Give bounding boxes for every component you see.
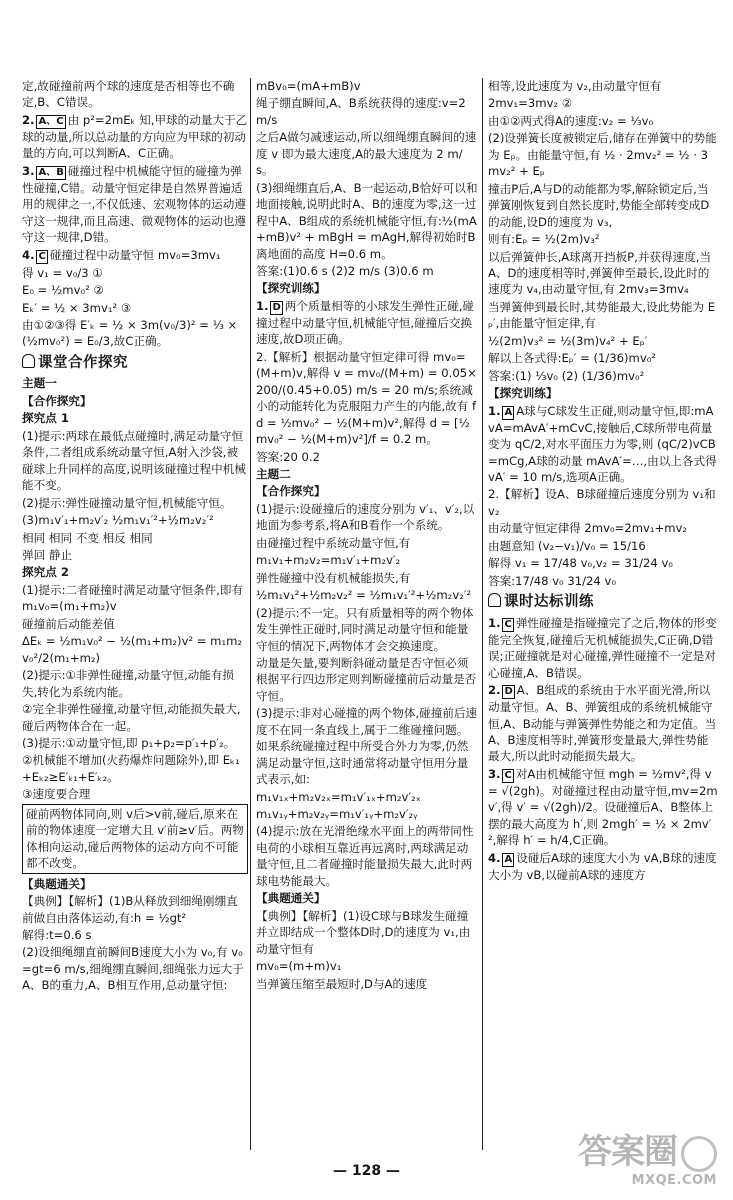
- text-line: 以后弹簧伸长,A球离开挡板P,并获得速度,当A、D的速度相等时,弹簧伸至最长,设此时的速度为 v₄,由动量守恒,有 2mv₃=3mv₄: [488, 249, 712, 297]
- text-line: (3)提示:①动量守恒,即 p₁+p₂=p′₁+p′₂。: [22, 735, 236, 750]
- column-divider: [482, 78, 483, 1150]
- text-line: 解得 v₁ = 17/48 v₀,v₂ = 31/24 v₀: [488, 556, 673, 571]
- text-line: 【典例】【解析】(1)B从释放到细绳刚绷直前做自由落体运动,有:h = ½gt²: [22, 894, 238, 925]
- text-line: ②完全非弹性碰撞,动量守恒,动能损失最大,碰后两物体合在一起。: [22, 702, 241, 733]
- watermark-logo-icon: [681, 1136, 717, 1172]
- answer-item: [488, 682, 718, 765]
- answer-choice-box: C: [504, 618, 512, 630]
- section-heading: [488, 592, 718, 613]
- answer-choice-box: A: [504, 406, 513, 418]
- text-line: (2)提示:不一定。只有质量相等的两个物体发生弹性正碰时,同时满足动量守恒和能量守恒的情况下,两物体才会交换速度。: [256, 605, 474, 653]
- text-line: m₁v₁ₓ+m₂v₂ₓ=m₁v′₁ₓ+m₂v′₂ₓ: [256, 789, 421, 804]
- text-line: 得 v₁ = v₀/3 ①: [22, 265, 103, 280]
- text-line: 定,故碰撞前两个球的速度是否相等也不确定,B、C错误。: [22, 79, 235, 110]
- subheading: 【探究训练】: [488, 386, 558, 401]
- answer-explanation: 对A由机械能守恒 mgh = ½mv²,得 v = √(2gh)。对碰撞过程由动量守恒,mv=2mv′,得 v′ = √(2gh)/2。设碰撞后A、B整体上摆的最大高度为 h′,则 2mgh′ = ½ × 2mv′²,解得 h′ = h/4,C正确。: [488, 766, 718, 848]
- text-line: 2mv₁=3mv₂ ②: [488, 96, 573, 111]
- text-line: 绳子绷直瞬间,A、B系统获得的速度:v=2 m/s: [256, 96, 466, 127]
- page-number: — 128 —: [333, 1163, 400, 1179]
- text-line: ΔEₖ = ½m₁v₀² − ½(m₁+m₂)v² = m₁m₂v₀²/2(m₁+m₂): [22, 634, 243, 665]
- item-number: 1.: [488, 403, 501, 418]
- answer-explanation: 碰撞过程中动量守恒 mv₀=3mv₁: [49, 247, 221, 262]
- item-number: 2.: [488, 683, 501, 698]
- lightbulb-icon: [22, 354, 35, 368]
- text-line: (2)设细绳绷直前瞬间B速度大小为 v₀,有 v₀=gt=6 m/s,细绳绷直瞬间,细绳张力远大于A、B的重力,A、B相互作用,总动量守恒:: [22, 945, 244, 993]
- text-line: 由碰撞过程中系统动量守恒,有: [256, 535, 411, 550]
- right-column: [488, 78, 718, 1154]
- boxed-note: 碰前两物体同向,则 v后>v前,碰后,原来在前的物体速度一定增大且 v′前≥v′后。两物体相向运动,碰后两物体的运动方向不可能都不改变。: [22, 804, 248, 874]
- item-number: 4.: [22, 247, 35, 262]
- text-line: 之后A做匀减速运动,所以细绳绷直瞬间的速度 v 即为最大速度,A的最大速度为 2 m/s。: [256, 130, 477, 178]
- answer-item: [22, 163, 248, 246]
- lightbulb-icon: [488, 593, 501, 607]
- answer-choice-box: C: [504, 769, 512, 781]
- answer-explanation: A球与C球发生正碰,则动量守恒,即:mAvA=mAvA′+mCvC,接触后,C球所带电荷量变为 qC/2,对水平面压力为零,则 (qC/2)vCB=mCg,A球的动量 mAvA′=…,由以上各式得 vA′ = 10 m/s,选项A正确。: [488, 403, 717, 484]
- answer-explanation: 两个质量相等的小球发生弹性正碰,碰撞过程中动量守恒,机械能守恒,碰撞后交换速度,故D项正确。: [256, 298, 474, 347]
- text-line: ½(2m)v₃² = ½(3m)v₄² + Eₚ′: [488, 333, 648, 348]
- middle-column: [256, 78, 478, 1154]
- text-line: 答案:20 0.2: [256, 449, 320, 464]
- text-line: 解以上各式得:Eₚ′ = (1/36)mv₀²: [488, 351, 657, 366]
- answer-choice-box: C: [38, 250, 46, 262]
- answer-item: [488, 850, 718, 883]
- text-line: 2.【解析】根据动量守恒定律可得 mv₀=(M+m)v,解得 v = mv₀/(M+m) = 0.05×200/(0.45+0.05) m/s = 20 m/s;系统减小的动能转化为克服阻力产生的内能,故有 fd = ½mv₀² − ½(M+m)v²,解得 d = [½mv₀² − ½(M+m)v²]/f = 0.2 m。: [256, 349, 477, 447]
- text-line: ③速度要合理: [22, 787, 91, 802]
- column-divider: [250, 78, 251, 1150]
- text-line: 当弹簧伸到最长时,其势能最大,设此势能为 Eₚ′,由能量守恒定律,有: [488, 299, 716, 331]
- answer-item: [488, 766, 718, 849]
- text-line: (2)提示:弹性碰撞动量守恒,机械能守恒。: [22, 495, 232, 510]
- subheading: 【典题通关】: [256, 891, 326, 906]
- subheading: 【合作探究】: [256, 484, 326, 499]
- text-line: 则有:Eₚ = ½(2m)v₃²: [488, 232, 600, 247]
- item-number: 2.: [22, 112, 35, 127]
- text-line: 2.【解析】设A、B球碰撞后速度分别为 v₁和 v₂: [488, 487, 716, 518]
- subheading: 【典题通关】: [22, 876, 92, 891]
- text-line: (2)设弹簧长度被锁定后,储存在弹簧中的势能为 Eₚ。由能量守恒,有 ½ · 2mv₂² = ½ · 3mv₂² + Eₚ: [488, 131, 717, 179]
- answer-item: [22, 112, 248, 162]
- answer-choice-box: D: [504, 686, 513, 698]
- text-line: 答案:(1) ⅓v₀ (2) (1/36)mv₀²: [488, 368, 645, 383]
- subheading: 探究点 2: [22, 565, 69, 580]
- text-line: (3)细绳绷直后,A、B一起运动,B恰好可以和地面接触,说明此时A、B的速度为零,这一过程中A、B组成的系统机械能守恒,有:½(mA+mB)v² + mBgH = mAgH,解得初始时B离地面的高度 H=0.6 m。: [256, 180, 478, 261]
- text-line: 动量是矢量,要判断斜碰动量是否守恒必须根据平行四边形定则判断碰撞前后动量是否守恒。: [256, 655, 477, 703]
- left-column: [22, 78, 248, 1154]
- text-line: 由题意知 (v₂−v₁)/v₀ = 15/16: [488, 538, 646, 553]
- text-line: (4)提示:放在光滑绝缘水平面上的两带同性电荷的小球相互靠近再远离时,两球满足动量守恒,且二者碰撞时能量损失最大,此时两球电势能最大。: [256, 824, 474, 888]
- item-number: 3.: [488, 766, 501, 781]
- text-line: 答案:(1)0.6 s (2)2 m/s (3)0.6 m: [256, 263, 434, 278]
- answer-item: [22, 247, 248, 264]
- text-line: 弹回 静止: [22, 548, 73, 562]
- text-line: m₁v₁ᵧ+m₂v₂ᵧ=m₁v′₁ᵧ+m₂v′₂ᵧ: [256, 807, 418, 822]
- item-number: 1.: [488, 615, 501, 630]
- text-line: 答案:17/48 v₀ 31/24 v₀: [488, 573, 616, 588]
- text-line: mBv₀=(mA+mB)v: [256, 79, 361, 93]
- text-line: 撞击P后,A与D的动能都为零,解除锁定后,当弹簧刚恢复到自然长度时,势能全部转变成D的动能,设D的速度为 v₃,: [488, 181, 710, 229]
- section-heading: [22, 353, 248, 374]
- answer-choice-box: D: [272, 301, 281, 313]
- text-line: (3)m₁v′₁+m₂v′₂ ½m₁v₁′²+½m₂v₂′²: [22, 513, 214, 528]
- text-line: 由动量守恒定律得 2mv₀=2mv₁+mv₂: [488, 521, 688, 536]
- watermark: [578, 1132, 717, 1190]
- answer-choice-box: A、B: [38, 166, 64, 178]
- text-line: m₁v₁+m₂v₂=m₁v′₁+m₂v′₂: [256, 553, 401, 568]
- answer-explanation: 设碰后A球的速度大小为 vA,B球的速度大小为 vB,以碰前A球的速度方: [488, 850, 717, 882]
- text-line: E₀ = ½mv₀² ②: [22, 283, 104, 298]
- text-line: Eₖ′ = ½ × 3mv₁² ③: [22, 300, 132, 315]
- answer-item: [256, 298, 478, 348]
- answer-item: [488, 403, 718, 486]
- watermark-url: MXQE.COM: [631, 1172, 717, 1188]
- text-line: 碰撞前后动能差值: [22, 616, 115, 631]
- text-line: 相等,设此速度为 v₂,由动量守恒有: [488, 79, 662, 93]
- text-line: mv₀=(m+m)v₁: [256, 959, 342, 974]
- text-line: 弹性碰撞中没有机械能损失,有: [256, 570, 411, 585]
- item-number: 1.: [256, 298, 269, 313]
- subheading: 【合作探究】: [22, 393, 92, 408]
- text-line: (1)提示:设碰撞后的速度分别为 v′₁、v′₂,以地面为参考系,将A和B看作一个系统。: [256, 501, 475, 533]
- text-line: 解得:t=0.6 s: [22, 927, 92, 942]
- answer-choice-box: A: [504, 853, 513, 865]
- text-line: 【典例】【解析】(1)设C球与B球发生碰撞并立即结成一个整体D时,D的速度为 v₁,由动量守恒有: [256, 908, 471, 956]
- text-line: (3)提示:非对心碰撞的两个物体,碰撞前后速度不在同一条直线上,属于二维碰撞问题。如果系统碰撞过程中所受合外力为零,仍然满足动量守恒,这时通常将动量守恒用分量式表示,如:: [256, 706, 478, 787]
- text-line: (1)提示:两球在最低点碰撞时,满足动量守恒条件,二者组成系统动量守恒,A射入沙袋,被碰球上升同样的高度,说明该碰撞过程中机械能不变。: [22, 428, 246, 493]
- item-number: 4.: [488, 850, 501, 865]
- subheading: 探究点 1: [22, 411, 69, 426]
- text-line: 相同 相同 不变 相反 相同: [22, 530, 153, 545]
- text-line: ②机械能不增加(火药爆炸问题除外),即 Eₖ₁+Eₖ₂≥E′ₖ₁+E′ₖ₂。: [22, 753, 240, 784]
- section-heading-text: 课时达标训练: [504, 594, 594, 611]
- item-number: 3.: [22, 163, 35, 178]
- answer-item: [488, 615, 718, 681]
- text-line: 由①②两式得A的速度:v₂ = ⅓v₀: [488, 113, 654, 128]
- text-line: (1)提示:二者碰撞时满足动量守恒条件,即有 m₁v₀=(m₁+m₂)v: [22, 582, 244, 614]
- answer-choice-box: A、C: [38, 115, 64, 127]
- text-line: (2)提示:①非弹性碰撞,动量守恒,动能有损失,转化为系统内能。: [22, 668, 235, 699]
- answer-explanation: 碰撞过程中机械能守恒的碰撞为弹性碰撞,C错。动量守恒定律是自然界普遍适用的规律之一,不仅低速、宏观物体的运动遵守这一规律,而且高速、微观物体的运动也遵守这一规律,D错。: [22, 163, 246, 245]
- text-line: ½m₁v₁²+½m₂v₂² = ½m₁v₁′²+½m₂v₂′²: [256, 588, 472, 603]
- text-line: 由①②③得 E′ₖ = ½ × 3m(v₀/3)² = ⅓ × (½mv₀²) = E₀/3,故C正确。: [22, 317, 238, 349]
- answer-explanation: 由 p²=2mEₖ 知,甲球的动量大于乙球的动量,所以总动量的方向应为甲球的初动量的方向,可以判断A、C正确。: [22, 112, 248, 161]
- answer-explanation: 弹性碰撞是指碰撞完了之后,物体的形变能完全恢复,碰撞后无机械能损失,C正确,D错误;正碰撞就是对心碰撞,弹性碰撞不一定是对心碰撞,A、B错误。: [488, 615, 717, 680]
- subheading: 主题一: [22, 376, 57, 391]
- answer-explanation: A、B组成的系统由于水平面光滑,所以动量守恒。A、B、弹簧组成的系统机械能守恒,A、B动能与弹簧弹性势能之和为定值。当A、B速度相等时,弹簧形变量最大,弹性势能最大,所以此时动能损失最大。: [488, 683, 717, 764]
- subheading: 主题二: [256, 466, 291, 481]
- section-heading-text: 课堂合作探究: [38, 354, 128, 371]
- subheading: 【探究训练】: [256, 281, 326, 296]
- text-line: 当弹簧压缩至最短时,D与A的速度: [256, 976, 428, 991]
- watermark-text: 答案圈: [578, 1132, 677, 1173]
